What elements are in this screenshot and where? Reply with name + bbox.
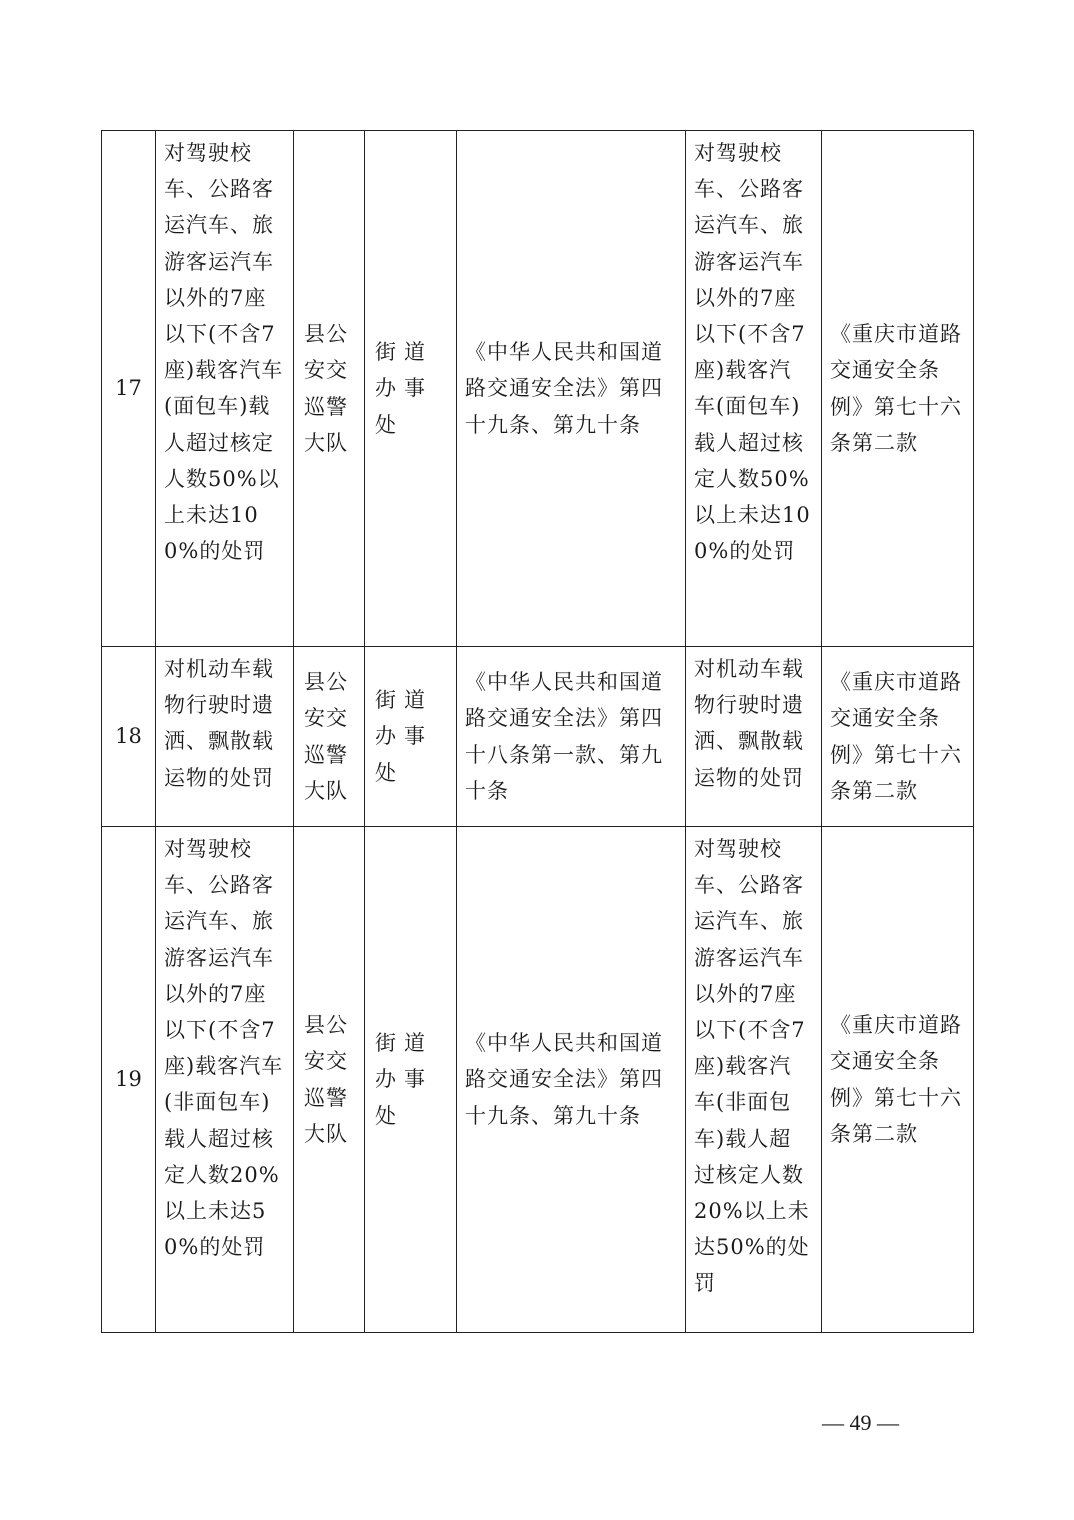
law-basis: 《中华人民共和国道路交通安全法》第四十九条、第九十条 <box>457 827 686 1333</box>
row-number: 17 <box>102 131 156 647</box>
implementing-office: 街道办事处 <box>365 827 457 1333</box>
penalty-table <box>101 130 974 1333</box>
table-row <box>102 131 974 647</box>
table-row <box>102 647 974 827</box>
implementing-office: 街道办事处 <box>365 131 457 647</box>
regulation-basis: 《重庆市道路交通安全条例》第七十六条第二款 <box>822 131 974 647</box>
item-name-repeat: 对驾驶校车、公路客运汽车、旅游客运汽车以外的7座以下(不含7座)载客汽车(面包车)载人超过核定人数50%以上未达100%的处罚 <box>686 131 822 647</box>
responsible-unit: 县公安交巡警大队 <box>294 131 365 647</box>
law-basis: 《中华人民共和国道路交通安全法》第四十九条、第九十条 <box>457 131 686 647</box>
law-basis: 《中华人民共和国道路交通安全法》第四十八条第一款、第九十条 <box>457 647 686 827</box>
item-name: 对机动车载物行驶时遗洒、飘散载运物的处罚 <box>156 647 294 827</box>
responsible-unit: 县公安交巡警大队 <box>294 827 365 1333</box>
item-name-repeat: 对机动车载物行驶时遗洒、飘散载运物的处罚 <box>686 647 822 827</box>
row-number: 19 <box>102 827 156 1333</box>
page-number: — 49 — <box>822 1410 899 1435</box>
table-row <box>102 827 974 1333</box>
implementing-office: 街道办事处 <box>365 647 457 827</box>
row-number: 18 <box>102 647 156 827</box>
regulation-basis: 《重庆市道路交通安全条例》第七十六条第二款 <box>822 827 974 1333</box>
responsible-unit: 县公安交巡警大队 <box>294 647 365 827</box>
item-name: 对驾驶校车、公路客运汽车、旅游客运汽车以外的7座以下(不含7座)载客汽车(面包车)载人超过核定人数50%以上未达100%的处罚 <box>156 131 294 647</box>
item-name: 对驾驶校车、公路客运汽车、旅游客运汽车以外的7座以下(不含7座)载客汽车(非面包车)载人超过核定人数20%以上未达50%的处罚 <box>156 827 294 1333</box>
item-name-repeat: 对驾驶校车、公路客运汽车、旅游客运汽车以外的7座以下(不含7座)载客汽车(非面包车)载人超过核定人数20%以上未达50%的处罚 <box>686 827 822 1333</box>
regulation-basis: 《重庆市道路交通安全条例》第七十六条第二款 <box>822 647 974 827</box>
